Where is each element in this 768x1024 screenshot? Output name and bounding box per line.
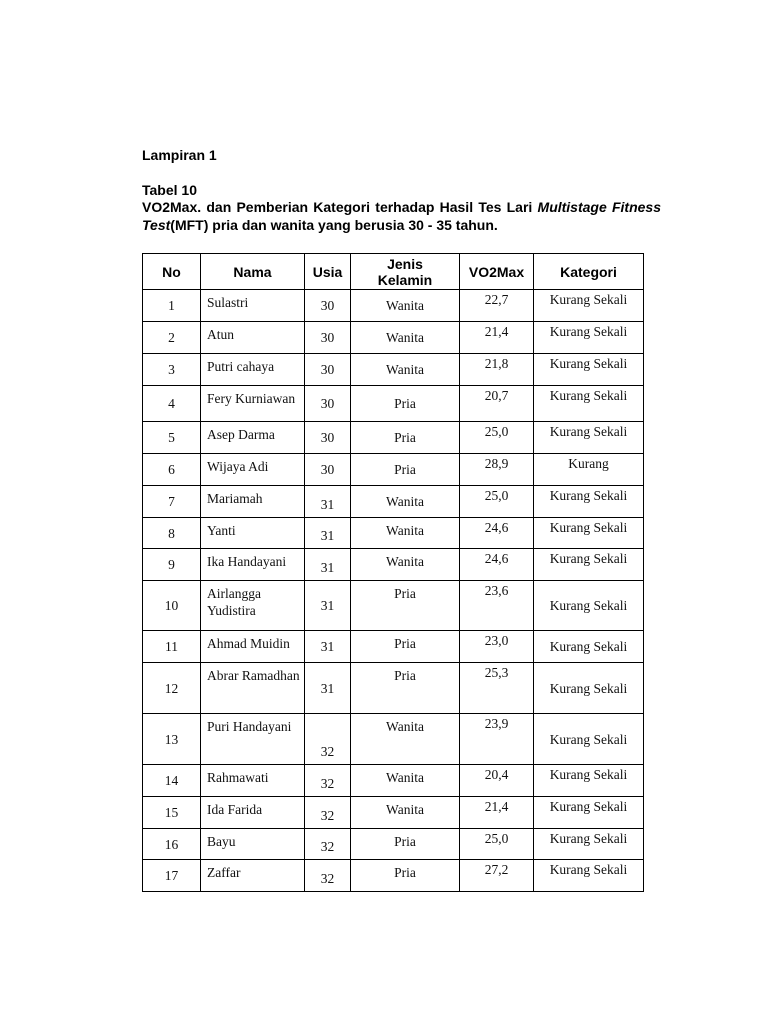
- cell-kategori: Kurang Sekali: [534, 765, 644, 797]
- cell-usia: 31: [305, 663, 351, 714]
- cell-nama: Zaffar: [201, 860, 305, 892]
- cell-nama: Airlangga Yudistira: [201, 581, 305, 631]
- cell-vo2max: 21,8: [460, 354, 534, 386]
- cell-vo2max: 25,3: [460, 663, 534, 714]
- cell-vo2max: 25,0: [460, 486, 534, 518]
- cell-jenis-kelamin: Wanita: [351, 714, 460, 765]
- cell-nama: Rahmawati: [201, 765, 305, 797]
- table-row: [143, 290, 644, 322]
- cell-usia: 32: [305, 829, 351, 860]
- cell-usia: 31: [305, 549, 351, 581]
- cell-jenis-kelamin: Wanita: [351, 549, 460, 581]
- table-row: [143, 829, 644, 860]
- cell-kategori: Kurang Sekali: [534, 290, 644, 322]
- cell-no: 7: [143, 486, 201, 518]
- results-table: [142, 253, 644, 892]
- cell-kategori: Kurang Sekali: [534, 860, 644, 892]
- cell-vo2max: 21,4: [460, 797, 534, 829]
- column-header-vo2max: VO2Max: [460, 254, 534, 290]
- cell-no: 12: [143, 663, 201, 714]
- cell-no: 13: [143, 714, 201, 765]
- cell-vo2max: 28,9: [460, 454, 534, 486]
- cell-jenis-kelamin: Wanita: [351, 322, 460, 354]
- table-row: [143, 765, 644, 797]
- cell-vo2max: 22,7: [460, 290, 534, 322]
- cell-vo2max: 24,6: [460, 518, 534, 549]
- cell-usia: 31: [305, 486, 351, 518]
- table-row: [143, 663, 644, 714]
- cell-nama: Sulastri: [201, 290, 305, 322]
- column-header-nama: Nama: [201, 254, 305, 290]
- table-row: [143, 549, 644, 581]
- cell-vo2max: 21,4: [460, 322, 534, 354]
- cell-kategori: Kurang Sekali: [534, 386, 644, 422]
- cell-vo2max: 20,7: [460, 386, 534, 422]
- cell-jenis-kelamin: Pria: [351, 663, 460, 714]
- cell-no: 4: [143, 386, 201, 422]
- cell-no: 10: [143, 581, 201, 631]
- table-row: [143, 386, 644, 422]
- table-row: [143, 454, 644, 486]
- table-row: [143, 518, 644, 549]
- cell-vo2max: 24,6: [460, 549, 534, 581]
- cell-no: 3: [143, 354, 201, 386]
- cell-no: 2: [143, 322, 201, 354]
- caption-test-name: Multistage Fitness Test: [142, 199, 661, 233]
- cell-usia: 30: [305, 354, 351, 386]
- cell-kategori: Kurang Sekali: [534, 486, 644, 518]
- table-row: [143, 422, 644, 454]
- table-row: [143, 581, 644, 631]
- cell-nama: Puri Handayani: [201, 714, 305, 765]
- cell-no: 16: [143, 829, 201, 860]
- cell-no: 9: [143, 549, 201, 581]
- cell-no: 5: [143, 422, 201, 454]
- cell-kategori: Kurang Sekali: [534, 354, 644, 386]
- cell-kategori: Kurang Sekali: [534, 549, 644, 581]
- cell-kategori: Kurang Sekali: [534, 581, 644, 631]
- cell-usia: 30: [305, 422, 351, 454]
- cell-nama: Ahmad Muidin: [201, 631, 305, 663]
- cell-no: 17: [143, 860, 201, 892]
- column-header-no: No: [143, 254, 201, 290]
- table-row: [143, 714, 644, 765]
- cell-jenis-kelamin: Wanita: [351, 486, 460, 518]
- cell-jenis-kelamin: Pria: [351, 829, 460, 860]
- table-caption: [142, 198, 661, 234]
- cell-jenis-kelamin: Pria: [351, 581, 460, 631]
- cell-no: 8: [143, 518, 201, 549]
- cell-nama: Fery Kurniawan: [201, 386, 305, 422]
- cell-vo2max: 27,2: [460, 860, 534, 892]
- caption-text-end: (MFT) pria dan wanita yang berusia 30 - 35 tahun.: [170, 217, 498, 233]
- cell-nama: Ika Handayani: [201, 549, 305, 581]
- table-row: [143, 860, 644, 892]
- cell-nama: Yanti: [201, 518, 305, 549]
- cell-nama: Bayu: [201, 829, 305, 860]
- cell-jenis-kelamin: Pria: [351, 386, 460, 422]
- cell-usia: 30: [305, 454, 351, 486]
- table-body: [143, 290, 644, 892]
- cell-usia: 32: [305, 765, 351, 797]
- cell-usia: 30: [305, 386, 351, 422]
- cell-jenis-kelamin: Pria: [351, 422, 460, 454]
- cell-jenis-kelamin: Wanita: [351, 765, 460, 797]
- cell-nama: Atun: [201, 322, 305, 354]
- cell-vo2max: 23,9: [460, 714, 534, 765]
- column-header-kategori: Kategori: [534, 254, 644, 290]
- cell-jenis-kelamin: Pria: [351, 454, 460, 486]
- cell-usia: 32: [305, 797, 351, 829]
- table-header-row: [143, 254, 644, 290]
- table-row: [143, 797, 644, 829]
- table-row: [143, 631, 644, 663]
- cell-kategori: Kurang Sekali: [534, 322, 644, 354]
- cell-no: 1: [143, 290, 201, 322]
- cell-no: 15: [143, 797, 201, 829]
- cell-nama: Abrar Ramadhan: [201, 663, 305, 714]
- cell-usia: 31: [305, 581, 351, 631]
- cell-nama: Asep Darma: [201, 422, 305, 454]
- cell-usia: 30: [305, 322, 351, 354]
- cell-no: 11: [143, 631, 201, 663]
- cell-nama: Wijaya Adi: [201, 454, 305, 486]
- column-header-jenis-kelamin: Jenis Kelamin: [351, 254, 460, 290]
- cell-kategori: Kurang Sekali: [534, 631, 644, 663]
- cell-usia: 32: [305, 860, 351, 892]
- cell-kategori: Kurang Sekali: [534, 518, 644, 549]
- cell-vo2max: 25,0: [460, 829, 534, 860]
- cell-kategori: Kurang: [534, 454, 644, 486]
- table-number: Tabel 10: [142, 182, 197, 198]
- caption-text-start: VO2Max. dan Pemberian Kategori terhadap Hasil Tes Lari: [142, 199, 538, 215]
- cell-jenis-kelamin: Pria: [351, 631, 460, 663]
- cell-nama: Putri cahaya: [201, 354, 305, 386]
- cell-vo2max: 23,0: [460, 631, 534, 663]
- cell-kategori: Kurang Sekali: [534, 663, 644, 714]
- table-row: [143, 486, 644, 518]
- cell-usia: 32: [305, 714, 351, 765]
- cell-usia: 31: [305, 631, 351, 663]
- cell-kategori: Kurang Sekali: [534, 422, 644, 454]
- cell-vo2max: 20,4: [460, 765, 534, 797]
- cell-jenis-kelamin: Wanita: [351, 518, 460, 549]
- cell-vo2max: 23,6: [460, 581, 534, 631]
- table-row: [143, 322, 644, 354]
- cell-nama: Mariamah: [201, 486, 305, 518]
- appendix-label: Lampiran 1: [142, 147, 217, 163]
- cell-no: 6: [143, 454, 201, 486]
- cell-nama: Ida Farida: [201, 797, 305, 829]
- table-row: [143, 354, 644, 386]
- cell-jenis-kelamin: Wanita: [351, 290, 460, 322]
- cell-vo2max: 25,0: [460, 422, 534, 454]
- column-header-usia: Usia: [305, 254, 351, 290]
- cell-kategori: Kurang Sekali: [534, 797, 644, 829]
- cell-kategori: Kurang Sekali: [534, 829, 644, 860]
- cell-kategori: Kurang Sekali: [534, 714, 644, 765]
- cell-jenis-kelamin: Pria: [351, 860, 460, 892]
- cell-jenis-kelamin: Wanita: [351, 797, 460, 829]
- cell-usia: 30: [305, 290, 351, 322]
- cell-no: 14: [143, 765, 201, 797]
- cell-usia: 31: [305, 518, 351, 549]
- cell-jenis-kelamin: Wanita: [351, 354, 460, 386]
